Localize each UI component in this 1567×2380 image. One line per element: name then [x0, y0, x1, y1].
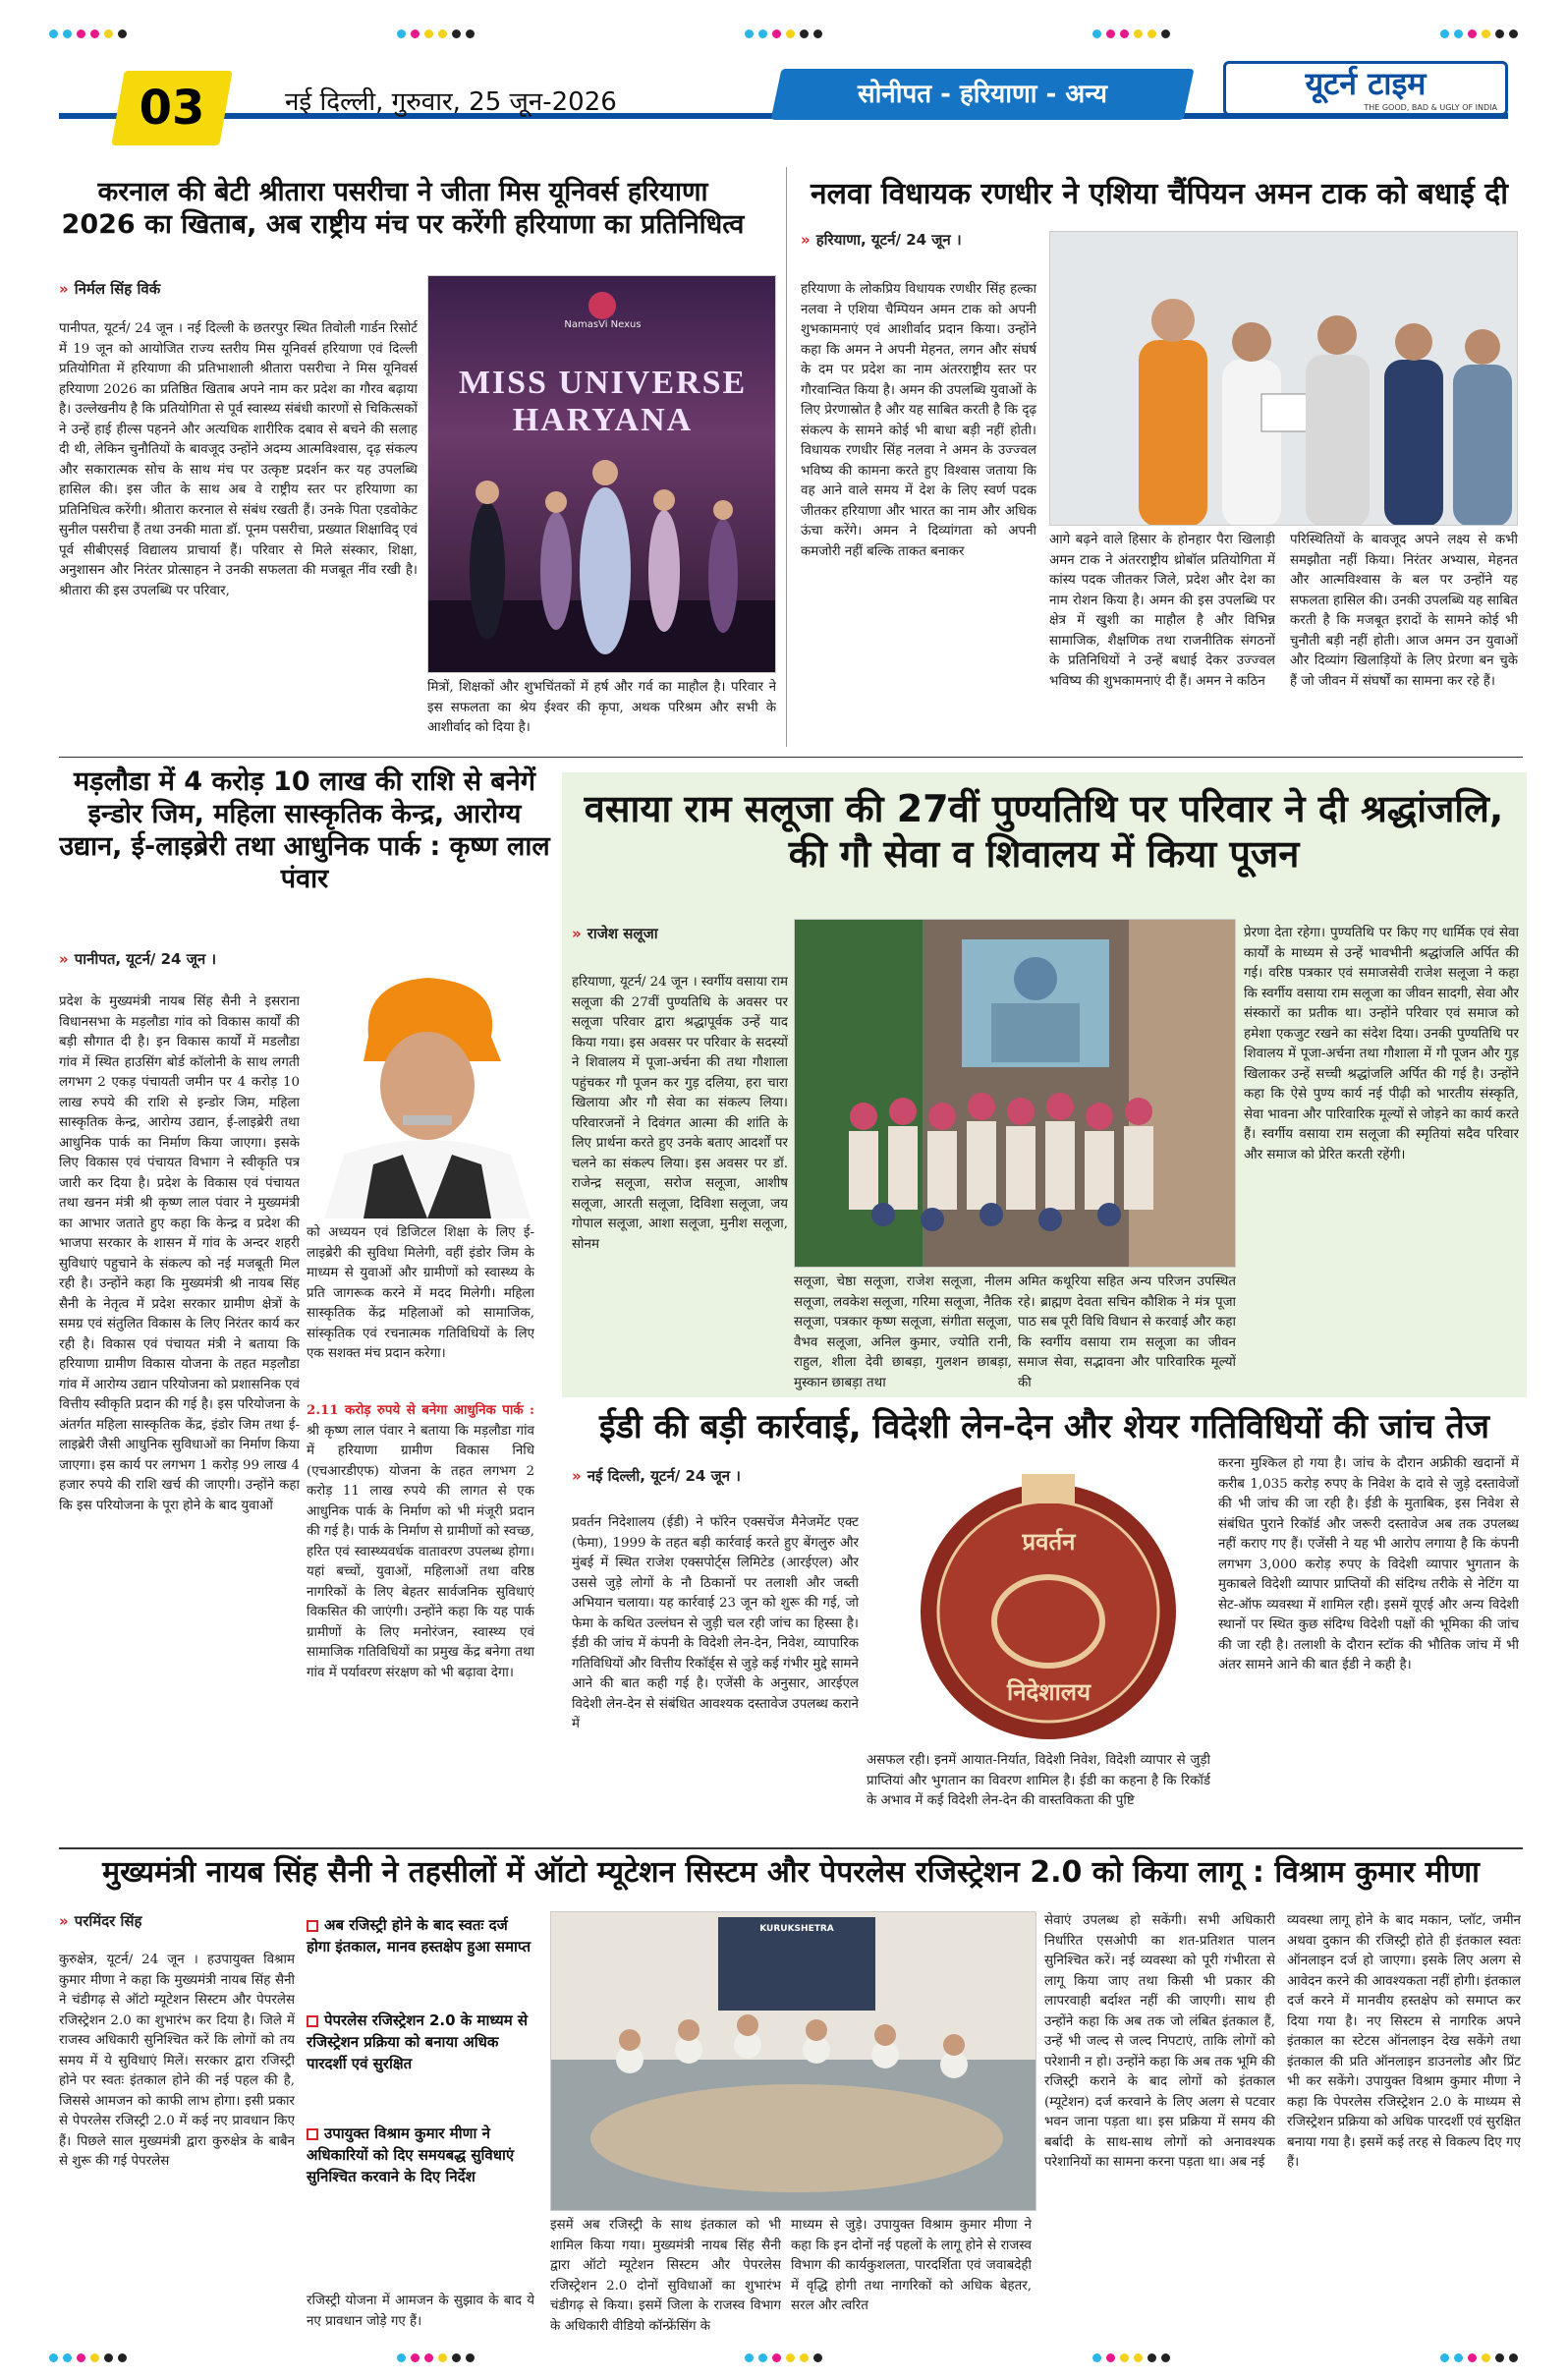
- bullet-square-icon: [307, 1920, 318, 1932]
- a5-logo: [884, 1464, 1213, 1744]
- a4-byline: » राजेश सलूजा: [572, 925, 658, 942]
- a4-col3: अमित कथूरिया सहित अन्य परिजन उपस्थित रहे। ब्राह्मण देवता सचिन कौशिक ने मंत्र पूजा पाठ सब पूरी विधि विधान से करवाई और कहा कि स्वर्गीय वसाया राम सलूजा का जीवन समाज सेवा, सद्भावना और पारिवारिक मूल्यों की: [1018, 1275, 1236, 1390]
- a5-col1: प्रवर्तन निदेशालय (ईडी) ने फॉरेन एक्सचेंज मैनेजमेंट एक्ट (फेमा), 1999 के तहत बड़ी कार्रवाई करते हुए बेंगलुरु और मुंबई में स्थित राजेश एक्सपोर्ट्स लिमिटेड (आरईएल) और उससे जुड़े लोगों के नौ ठिकानों पर तलाशी और जब्ती अभियान चलाया। यह कार्रवाई 23 जून को शुरू की गई, जो फेमा के कथित उल्लंघन से जुड़ी चल रही जांच का हिस्सा है। ईडी की जांच में कंपनी के विदेशी लेन-देन, निवेश, व्यापारिक गतिविधियों और वित्तीय रिकॉर्ड्स से जुड़े कई गंभीर मुद्दे सामने आने की बात कही गई है। एजेंसी के अनुसार, आरईएल विदेशी लेन-देन से संबंधित आवश्यक दस्तावेज उपलब्ध कराने में: [572, 1515, 859, 1731]
- a6-byline-text: परमिंदर सिंह: [74, 1912, 142, 1930]
- miss-universe-stage-image: [428, 276, 776, 673]
- a6-bullet-3-text: उपायुक्त विश्राम कुमार मीणा ने अधिकारियों को दिए समयबद्ध सुविधाएं सुनिश्चित करवाने के दिए निर्देश: [307, 2125, 515, 2185]
- a2-col1: हरियाणा के लोकप्रिय विधायक रणधीर सिंह हल्का नलवा ने एशिया चैम्पियन अमन टाक को अपनी शुभकामनाएं एवं आशीर्वाद प्रदान किया। उन्होंने कहा कि अमन ने अपनी मेहनत, लगन और संघर्ष के दम पर प्रदेश का नाम अंतरराष्ट्रीय स्तर पर गौरवान्वित किया है। अमन की उपलब्धि युवाओं के लिए प्रेरणास्रोत है और यह साबित करती है कि दृढ़ संकल्प के सामने कोई भी बाधा बड़ी नहीं होती। विधायक रणधीर सिंह नलवा ने अमन के उज्ज्वल भविष्य की कामना करते हुए विश्वास जताया कि वह आने वाले समय में देश के लिए स्वर्ण पदक जीतकर हरियाणा और भारत का नाम और अधिक ऊंचा करेंगे। अमन ने दिव्यांगता को अपनी कमजोरी नहीं बल्कि ताकत बनाकर: [801, 282, 1036, 559]
- family-shivalaya-image: [795, 920, 1236, 1268]
- a1-headline: करनाल की बेटी श्रीतारा पसरीचा ने जीता मिस यूनिवर्स हरियाणा 2026 का खिताब, अब राष्ट्रीय मंच पर करेंगी हरियाणा का प्रतिनिधित्व: [61, 177, 745, 240]
- a6-headline: मुख्यमंत्री नायब सिंह सैनी ने तहसीलों में ऑटो म्यूटेशन सिस्टम और पेपरलेस रजिस्ट्रेशन 2.0 को किया लागू : विश्राम कुमार मीणा: [102, 1855, 1480, 1890]
- a6-bullet-2-text: पेपरलेस रजिस्ट्रेशन 2.0 के माध्यम से रजिस्ट्रेशन प्रक्रिया को बनाया अधिक पारदर्शी एवं सुरक्षित: [307, 2012, 529, 2072]
- a3-photo: [305, 968, 550, 1218]
- a3-byline: » पानीपत, यूटर्न/ 24 जून ।: [59, 950, 217, 968]
- a1-body: पानीपत, यूटर्न/ 24 जून । नई दिल्ली के छतरपुर स्थित तिवोली गार्डन रिसोर्ट में 19 जून को आयोजित राज्य स्तरीय मिस यूनिवर्स हरियाणा एवं दिल्ली प्रतियोगिता में हरियाणा की प्रतिभाशाली श्रीतारा पसरीचा ने मिस यूनिवर्स हरियाणा 2026 का प्रतिष्ठित खिताब अपने नाम कर प्रदेश का गौरव बढ़ाया है। उल्लेखनीय है कि प्रतियोगिता से पूर्व स्वास्थ्य संबंधी कारणों से चिकित्सकों ने उन्हें हाई हील्स पहनने और अत्यधिक शारीरिक दबाव से बचने की सलाह दी थी, लेकिन चुनौतियों के बावजूद उन्होंने अदम्य आत्मविश्वास, दृढ़ संकल्प और सकारात्मक सोच के साथ मंच पर उत्कृष्ट प्रदर्शन कर यह उपलब्धि हासिल की। इस जीत के साथ अब वे राष्ट्रीय स्तर पर हरियाणा का प्रतिनिधित्व करेंगी। श्रीतारा करनाल से संबंध रखती हैं। उनके पिता एडवोकेट सुनील पसरीचा हैं तथा उनकी माता डॉ. पूनम पसरीचा, प्रख्यात शिक्षाविद् एवं पूर्व सीबीएसई विद्यालय प्राचार्या हैं। परिवार से मिले संस्कार, शिक्षा, अनुशासन और निरंतर प्रोत्साहन ने उनकी सफलता की मजबूत नींव रखी है। श्रीतारा की इस उपलब्धि पर परिवार,: [59, 321, 418, 598]
- page-number: 03: [139, 81, 205, 136]
- a2-byline: » हरियाणा, यूटर्न/ 24 जून ।: [801, 231, 962, 249]
- a4-col4: प्रेरणा देता रहेगा। पुण्यतिथि पर किए गए धार्मिक एवं सेवा कार्यों के माध्यम से उन्हें भावभीनी श्रद्धांजलि अर्पित की गई। वरिष्ठ पत्रकार एवं समाजसेवी राजेश सलूजा ने कहा कि स्वर्गीय वसाया राम सलूजा का जीवन सादगी, सेवा और संस्कारों का प्रतीक था। उन्होंने परिवार एवं समाज को हमेशा एकजुट रखने का संदेश दिया। उनकी पुण्यतिथि पर शिवालय में पूजा-अर्चना तथा गौशाला में गौ पूजन और गुड़ खिलाकर उन्हें सच्ची श्रद्धांजलि अर्पित की गई है। उन्होंने कहा कि ऐसे पुण्य कार्य नई पीढ़ी को भारतीय संस्कृति, सेवा भावना और पारिवारिक मूल्यों से जोड़ने का कार्य करते हैं। स्वर्गीय वसाया राम सलूजा की स्मृतियां सदैव परिवार और समाज को प्रेरित करती रहेंगी।: [1244, 926, 1519, 1162]
- a3-col1: प्रदेश के मुख्यमंत्री नायब सिंह सैनी ने इसराना विधानसभा के मड़लौडा गांव को विकास कार्यों की बड़ी सौगात दी है। इन विकास कार्यों में मडलौडा गांव में स्थित हाउसिंग बोर्ड कॉलोनी के साथ लगती लगभग 2 एकड़ पंचायती जमीन पर 4 करोड़ 10 लाख रुपये की राशि से इन्डोर जिम, महिला सास्कृतिक केन्द्र, आरोग्य उद्यान, ई-लाइब्रेरी तथा आधुनिक पार्क का निर्माण किया जाएगा। इसके लिए विकास एवं पंचायत विभाग ने स्वीकृति पत्र जारी कर दिया है। प्रदेश के विकास एवं पंचायत तथा खनन मंत्री श्री कृष्ण लाल पंवार ने मुख्यमंत्री का आभार जताते हुए कहा कि केन्द्र व प्रदेश की भाजपा सरकार के शासन में गांव के अन्दर शहरी सुविधाएं पहुचाने के संकल्प को नई मजबूती मिल रही है। उन्होंने कहा कि मुख्यमंत्री श्री नायब सिंह सैनी के नेतृत्व में प्रदेश सरकार ग्रामीण क्षेत्रों के समग्र एवं संतुलित विकास के लिए निरंतर कार्य कर रही है। विकास एवं पंचायत मंत्री ने बताया कि हरियाणा ग्रामीण विकास योजना के तहत मड़लौडा गांव में आरोग्य उद्यान परियोजना को प्रशासनिक एवं वित्तीय स्वीकृति प्रदान की गई है। इस परियोजना के अंतर्गत महिला सास्कृतिक केंद्र, इंडोर जिम तथा ई-लाइब्रेरी जैसी आधुनिक सुविधाओं का निर्माण किया जाएगा। इस कार्य पर लगभग 1 करोड़ 99 लाख 4 हजार रुपये की राशि खर्च की जाएगी। उन्होंने कहा कि इस परियोजना के पूरा होने के बाद युवाओं: [59, 994, 300, 1513]
- a6-col5: सेवाएं उपलब्ध हो सकेंगी। सभी अधिकारी निर्धारित एसओपी का शत-प्रतिशत पालन सुनिश्चित करें। नई व्यवस्था को पूरी गंभीरता से लागू किया जाए तथा किसी भी प्रकार की लापरवाही बर्दाश्त नहीं की जाएगी। साथ ही उन्होंने कहा कि अब तक जो लंबित इंतकाल हैं, उन्हें भी जल्द से जल्द निपटाएं, ताकि लोगों को परेशानी न हो। उन्होंने कहा कि अब तक भूमि की रजिस्ट्री कराने के बाद लोगों को इंतकाल (म्यूटेशन) दर्ज करवाने के लिए अलग से पटवार भवन जाना पड़ता था। इस प्रक्रिया में समय की बर्बादी के साथ-साथ लोगों को अनावश्यक परेशानियों का सामना करना पड़ता था। अब नई: [1044, 1913, 1275, 2170]
- a3-headline: मड़लौडा में 4 करोड़ 10 लाख की राशि से बनेगें इन्डोर जिम, महिला सास्कृतिक केन्द्र, आरोग्य उद्यान, ई-लाइब्रेरी तथा आधुनिक पार्क : कृष्ण लाल पंवार: [59, 766, 550, 894]
- logo-tagline: THE GOOD, BAD & UGLY OF INDIA: [1364, 103, 1497, 112]
- a6-bullet-1-text: अब रजिस्ट्री होने के बाद स्वतः दर्ज होगा इंतकाल, मानव हस्तक्षेप हुआ समाप्त: [307, 1916, 532, 1955]
- newspaper-logo: [1223, 61, 1508, 116]
- a6-bullet-3: [307, 2123, 534, 2187]
- registration-dots-bottom: [49, 2353, 1518, 2363]
- column-rule: [786, 167, 787, 747]
- section-rule: [59, 1847, 1523, 1849]
- section-band: [770, 69, 1194, 120]
- a1-caption: मित्रों, शिक्षकों और शुभचिंतकों में हर्ष और गर्व का माहौल है। परिवार ने इस सफलता का श्रेय ईश्वर की कृपा, अथक परिश्रम और सभी के आशीर्वाद को दिया है।: [427, 680, 776, 735]
- a1-byline: » निर्मल सिंह विर्क: [59, 280, 161, 298]
- a4-byline-text: राजेश सलूजा: [587, 925, 658, 942]
- a2-byline-text: हरियाणा, यूटर्न/ 24 जून ।: [815, 231, 962, 249]
- a2-col2: आगे बढ़ने वाले हिसार के होनहार पैरा खिलाड़ी अमन टाक ने अंतरराष्ट्रीय थ्रोबॉल प्रतियोगिता में कांस्य पदक जीतकर जिले, प्रदेश और देश का नाम रोशन किया है। अमन की इस उपलब्धि पर क्षेत्र में खुशी का माहौल है और विभिन्न सामाजिक, शैक्षणिक तथा राजनीतिक संगठनों के प्रतिनिधियों ने उन्हें बधाई देकर उज्ज्वल भविष्य की शुभकामनाएं दी हैं। अमन ने कठिन: [1049, 533, 1275, 689]
- a5-col2: असफल रही। इनमें आयात-निर्यात, विदेशी निवेश, विदेशी व्यापार से जुड़ी प्राप्तियां और भुगतान का विवरण शामिल है। ईडी का कहना है कि रिकॉर्ड के अभाव में कई विदेशी लेन-देन की वास्तविकता की पुष्टि: [867, 1753, 1210, 1808]
- a3-subhead: 2.11 करोड़ रुपये से बनेगा आधुनिक पार्क :: [307, 1402, 534, 1418]
- a5-col3: करना मुश्किल हो गया है। जांच के दौरान अफ्रीकी खदानों में करीब 1,035 करोड़ रुपए के निवेश के दावे से जुड़े दस्तावेजों की भी जांच की जा रही है। ईडी के मुताबिक, इस निवेश से संबंधित पुराने रिकॉर्ड और जरूरी दस्तावेज अब तक उपलब्ध नहीं कराए गए हैं। एजेंसी ने यह भी आरोप लगाया है कि कंपनी लगभग 3,000 करोड़ रुपए के विदेशी व्यापार भुगतान के मुकाबले विदेशी व्यापार प्राप्तियों की संदिग्ध तरीके से नेटिंग या सेट-ऑफ व्यवस्था में शामिल रही। इसमें यूएई और अन्य विदेशी स्थानों पर स्थित कुछ संदिग्ध विदेशी पक्षों की भूमिका की जांच की जा रही है। तलाशी के दौरान स्टॉक की भौतिक जांच में भी अंतर सामने आने की बात ईडी ने कही है।: [1218, 1456, 1519, 1672]
- a1-photo-brand: NamasVi Nexus: [564, 319, 642, 330]
- a5-logo-bottom: निदेशालय: [1006, 1678, 1091, 1706]
- a5-logo-top: प्रवर्तन: [1022, 1528, 1076, 1556]
- a1-byline-text: निर्मल सिंह विर्क: [74, 280, 161, 298]
- section-rule: [59, 757, 1523, 758]
- a2-col3: परिस्थितियों के बावजूद अपने लक्ष्य से कभी समझौता नहीं किया। निरंतर अभ्यास, मेहनत और आत्मविश्वास के बल पर उन्होंने यह सफलता हासिल की। उनकी उपलब्धि यह साबित करती है कि मजबूत इरादों के सामने कोई भी चुनौती बड़ी नहीं होती। आज अमन उन युवाओं और दिव्यांग खिलाड़ियों के लिए प्रेरणा बन चुके हैं जो जीवन में संघर्षों का सामना कर रहे हैं।: [1290, 533, 1518, 689]
- felicitation-group-image: [1050, 232, 1518, 526]
- a6-bullet-2: [307, 2010, 534, 2074]
- a6-col1: कुरुक्षेत्र, यूटर्न/ 24 जून । हउपायुक्त विश्राम कुमार मीणा ने कहा कि मुख्यमंत्री नायब सिंह सैनी ने चंडीगढ़ से ऑटो म्यूटेशन सिस्टम और पेपरलेस रजिस्ट्रेशन 2.0 का शुभारंभ कर दिया है। जिले में राजस्व अधिकारी सुनिश्चित करें कि लोगों को तय समय में ये सुविधाएं मिलें। सरकार द्वारा रजिस्ट्री होने पर स्वतः इंतकाल होने की नई पहल की है, जिससे आमजन को काफी लाभ होगा। इसी प्रकार से पेपरलेस रजिस्ट्री 2.0 में कई नए प्रावधान किए हैं। पिछले साल मुख्यमंत्री द्वारा कुरुक्षेत्र के बाबैन से शुरू की गई पेपरलेस: [59, 1953, 295, 2169]
- section-title: सोनीपत - हरियाणा - अन्य: [858, 80, 1107, 109]
- bullet-square-icon: [307, 2128, 318, 2140]
- a3-byline-text: पानीपत, यूटर्न/ 24 जून ।: [74, 950, 217, 968]
- a5-byline-text: नई दिल्ली, यूटर्न/ 24 जून ।: [587, 1467, 741, 1485]
- bullet-square-icon: [307, 2015, 318, 2027]
- a6-byline: » परमिंदर सिंह: [59, 1912, 142, 1930]
- a5-byline: » नई दिल्ली, यूटर्न/ 24 जून ।: [572, 1467, 741, 1485]
- a4-photo: [794, 919, 1236, 1268]
- minister-portrait-image: [305, 968, 550, 1218]
- a6-col2: रजिस्ट्री योजना में आमजन के सुझाव के बाद ये नए प्रावधान जोड़े गए हैं।: [307, 2294, 534, 2329]
- a1-photo: [427, 275, 776, 673]
- a2-photo: [1049, 231, 1518, 526]
- a4-headline: वसाया राम सलूजा की 27वीं पुण्यतिथि पर परिवार ने दी श्रद्धांजलि, की गौ सेवा व शिवालय में किया पूजन: [584, 787, 1504, 877]
- a6-photo-banner: KURUKSHETRA: [759, 1924, 834, 1934]
- dateline: नई दिल्ली, गुरुवार, 25 जून-2026: [285, 87, 617, 117]
- page-number-badge: [111, 71, 232, 145]
- a5-headline: ईडी की बड़ी कार्रवाई, विदेशी लेन-देन और शेयर गतिविधियों की जांच तेज: [599, 1407, 1489, 1446]
- a4-col1: हरियाणा, यूटर्न/ 24 जून । स्वर्गीय वसाया राम सलूजा की 27वीं पुण्यतिथि के अवसर पर सलूजा परिवार द्वारा श्रद्धापूर्वक उन्हें याद किया गया। इस अवसर पर परिवार के सदस्यों ने शिवालय में पूजा-अर्चना की तथा गौशाला पहुंचकर गौ पूजन कर गुड़ दलिया, हरा चारा खिलाया और गौ सेवा का संकल्प लिया। परिवारजनों ने दिवंगत आत्मा की शांति के लिए प्रार्थना करते हुए उनके बताए आदर्शों पर चलने का संकल्प लिया। इस अवसर पर डॉ. राजेन्द्र सलूजा, सरोज सलूजा, आशीष सलूजा, आरती सलूजा, दिविशा सलूजा, जय गोपाल सलूजा, आशा सलूजा, मुनीश सलूजा, सोनम: [572, 975, 788, 1252]
- a6-col3: इसमें अब रजिस्ट्री के साथ इंतकाल को भी शामिल किया गया। मुख्यमंत्री नायब सिंह सैनी द्वारा ऑटो म्यूटेशन सिस्टम और पेपरलेस रजिस्ट्रेशन 2.0 दोनों सुविधाओं का शुभारंभ चंडीगढ़ से किया। इसमें जिला के राजस्व विभाग के अधिकारी वीडियो कॉन्फ्रेंसिंग के: [550, 2218, 781, 2334]
- logo-text: यूटर्न टाइम: [1305, 65, 1427, 102]
- a2-headline: नलवा विधायक रणधीर ने एशिया चैंपियन अमन टाक को बधाई दी: [811, 177, 1508, 211]
- a3-col2b-wrap: [307, 1400, 534, 2098]
- registration-dots-top: [49, 29, 1518, 39]
- video-conference-meeting-image: [551, 1912, 1036, 2211]
- a1-photo-banner: MISS UNIVERSE HARYANA: [458, 365, 748, 438]
- a6-bullet-1: [307, 1914, 534, 1957]
- a3-col2a: को अध्ययन एवं डिजिटल शिक्षा के लिए ई-लाइब्रेरी की सुविधा मिलेगी, वहीं इंडोर जिम के माध्यम से युवाओं और ग्रामीणों को स्वास्थ्य के प्रति जागरूक करने में मदद मिलेगी। महिला सास्कृतिक केंद्र महिलाओं को सामाजिक, सांस्कृतिक एवं रचनात्मक गतिविधियों के लिए एक सशक्त मंच प्रदान करेगा।: [307, 1225, 534, 1361]
- a6-photo: [550, 1911, 1036, 2211]
- a3-col2b: श्री कृष्ण लाल पंवार ने बताया कि मड़लौडा गांव में हरियाणा ग्रामीण विकास निधि (एचआरडीएफ) योजना के तहत लगभग 2 करोड़ 11 लाख रुपये की लागत से एक आधुनिक पार्क के निर्माण को भी मंजूरी प्रदान की गई है। पार्क के निर्माण से ग्रामीणों को स्वच्छ, हरित एवं स्वास्थ्यवर्धक वातावरण उपलब्ध होगा। यहां बच्चों, युवाओं, महिलाओं तथा वरिष्ठ नागरिकों के लिए बेहतर सार्वजनिक सुविधाएं विकसित की जाएंगी। उन्होंने कहा कि यह पार्क ग्रामीणों के लिए मनोरंजन, स्वास्थ्य एवं सामाजिक गतिविधियों का प्रमुख केंद्र बनेगा तथा गांव में पर्यावरण संरक्षण को भी बढ़ावा देगा।: [307, 1423, 534, 1680]
- a6-col6: व्यवस्था लागू होने के बाद मकान, प्लॉट, जमीन अथवा दुकान की रजिस्ट्री होते ही इंतकाल स्वतः ऑनलाइन दर्ज हो जाएगा। इसके लिए अलग से आवेदन करने की आवश्यकता नहीं होगी। इंतकाल दर्ज करने में मानवीय हस्तक्षेप को समाप्त कर दिया गया है। नए सिस्टम से नागरिक अपने इंतकाल का स्टेटस ऑनलाइन देख सकेंगे तथा इंतकाल की प्रति ऑनलाइन डाउनलोड और प्रिंट भी कर सकेंगे। उपायुक्त विश्राम कुमार मीणा ने कहा कि पेपरलेस रजिस्ट्रेशन 2.0 के माध्यम से रजिस्ट्रेशन प्रक्रिया को अधिक पारदर्शी एवं सुरक्षित बनाया गया है। इसमें कई तरह से विकल्प दिए गए हैं।: [1287, 1913, 1521, 2170]
- a6-col4: माध्यम से जुड़े। उपायुक्त विश्राम कुमार मीणा ने कहा कि इन दोनों नई पहलों के लागू होने से राजस्व विभाग की कार्यकुशलता, पारदर्शिता एवं जवाबदेही में वृद्धि होगी तथा नागरिकों को अधिक बेहतर, सरल और त्वरित: [791, 2218, 1032, 2313]
- a4-col2: सलूजा, चेष्ठा सलूजा, राजेश सलूजा, नीलम सलूजा, लवकेश सलूजा, गरिमा सलूजा, नैतिक सलूजा, पत्रकार कृष्ण सलूजा, संगीता सलूजा, वैभव सलूजा, अनिल कुमार, ज्योति रानी, राहुल, शीला देवी छाबड़ा, गुलशन छाबड़ा, मुस्कान छाबड़ा तथा: [794, 1275, 1012, 1390]
